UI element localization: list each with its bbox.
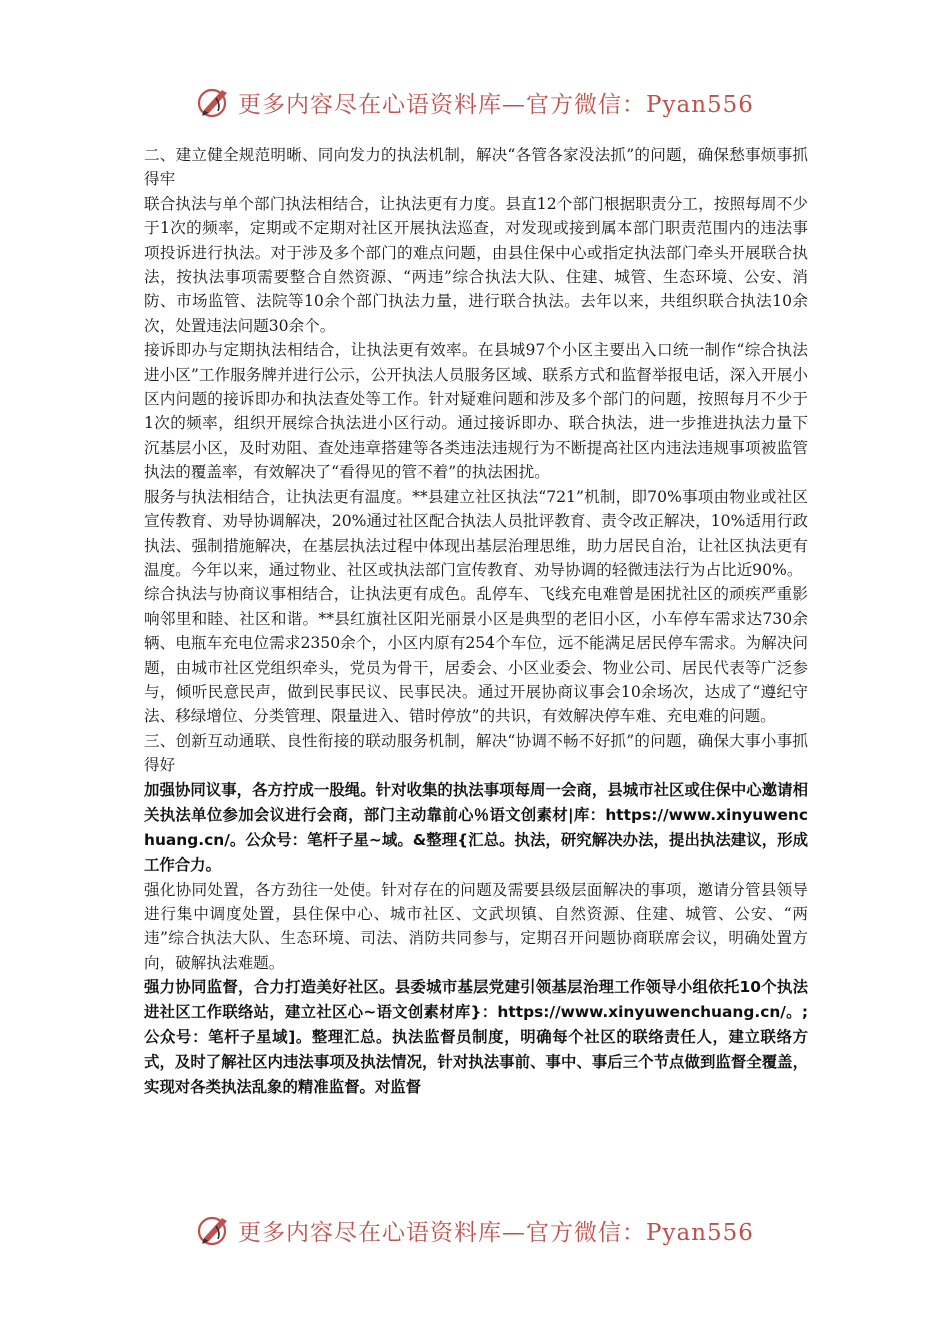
pen-logo-icon	[196, 1212, 232, 1248]
paragraph-consultation: 综合执法与协商议事相结合，让执法更有成色。乱停车、飞线充电难曾是困扰社区的顽疾严重影响邻里和睦、社区和谐。**县红旗社区阳光丽景小区是典型的老旧小区，小车停车需求达730余辆、电瓶车充电位需求2350余个，小区内原有254个车位，远不能满足居民停车需求。为解决问题，由城市社区党组织牵头，党员为骨干，居委会、小区业委会、物业公司、居民代表等广泛参与，倾听民意民声，做到民事民议、民事民决。通过开展协商议事会10余场次，达成了“遵纪守法、移绿增位、分类管理、限量进入、错时停放”的共识，有效解决停车难、充电难的问题。	[144, 585, 808, 726]
footer-watermark-banner	[0, 1208, 950, 1252]
document-body	[144, 143, 808, 1100]
pen-logo-icon	[196, 84, 232, 120]
paragraph-coordination-meeting: 加强协同议事，各方拧成一股绳。针对收集的执法事项每周一会商，县城市社区或住保中心邀请相关执法单位参加会议进行会商，部门主动靠前心％语文创素材|库：https://www.xinyuwenchuang.cn/。公众号：笔杆子星~域。&整理{汇总。执法，研究解决办法，提出执法建议，形成工作合力。	[144, 780, 808, 874]
paragraph-service-enforcement: 服务与执法相结合，让执法更有温度。**县建立社区执法“721”机制，即70%事项由物业或社区宣传教育、劝导协调解决，20%通过社区配合执法人员批评教育、责令改正解决，10%适用行政执法、强制措施解决，在基层执法过程中体现出基层治理思维，助力居民自治，让社区执法更有温度。今年以来，通过物业、社区或执法部门宣传教育、劝导协调的轻微违法行为占比近90%。	[144, 487, 808, 579]
watermark-text: 更多内容尽在心语资料库—官方微信：Pyan556	[238, 91, 754, 118]
paragraph-complaint-handling: 接诉即办与定期执法相结合，让执法更有效率。在县城97个小区主要出入口统一制作“综合执法进小区”工作服务牌并进行公示，公开执法人员服务区域、联系方式和监督举报电话，深入开展小区内问题的接诉即办和执法查处等工作。针对疑难问题和涉及多个部门的问题，按照每月不少于1次的频率，组织开展综合执法进小区行动。通过接诉即办、联合执法，进一步推进执法力量下沉基层小区，及时劝阻、查处违章搭建等各类违法违规行为不断提高社区内违法违规事项被监管执法的覆盖率，有效解决了“看得见的管不着”的执法困扰。	[144, 341, 808, 482]
paragraph-joint-enforcement: 联合执法与单个部门执法相结合，让执法更有力度。县直12个部门根据职责分工，按照每周不少于1次的频率，定期或不定期对社区开展执法巡查，对发现或接到属本部门职责范围内的违法事项投诉进行执法。对于涉及多个部门的难点问题，由县住保中心或指定执法部门牵头开展联合执法，按执法事项需要整合自然资源、“两违”综合执法大队、住建、城管、生态环境、公安、消防、市场监管、法院等10余个部门执法力量，进行联合执法。去年以来，共组织联合执法10余次，处置违法问题30余个。	[144, 194, 808, 335]
paragraph-coordinated-supervision: 强力协同监督，合力打造美好社区。县委城市基层党建引领基层治理工作领导小组依托10个执法进社区工作联络站，建立社区心~语文创素材库}：https://www.xinyuwenchuang.cn/。;公众号：笔杆子星域]。整理汇总。执法监督员制度，明确每个社区的联络责任人，建立联络方式，及时了解社区内违法事项及执法情况，针对执法事前、事中、事后三个节点做到监督全覆盖，实现对各类执法乱象的精准监督。对监督	[144, 978, 808, 1097]
paragraph-coordinated-disposal: 强化协同处置，各方劲往一处使。针对存在的问题及需要县级层面解决的事项，邀请分管县领导进行集中调度处置，县住保中心、城市社区、文武坝镇、自然资源、住建、城管、公安、“两违”综合执法大队、生态环境、司法、消防共同参与，定期召开问题协商联席会议，明确处置方向，破解执法难题。	[144, 880, 808, 972]
watermark-text: 更多内容尽在心语资料库—官方微信：Pyan556	[238, 1219, 754, 1246]
section-heading-two: 二、建立健全规范明晰、同向发力的执法机制，解决“各管各家没法抓”的问题，确保愁事烦事抓得牢	[144, 146, 808, 189]
header-watermark-banner	[0, 80, 950, 124]
section-heading-three: 三、创新互动通联、良性衔接的联动服务机制，解决“协调不畅不好抓”的问题，确保大事小事抓得好	[144, 731, 808, 775]
